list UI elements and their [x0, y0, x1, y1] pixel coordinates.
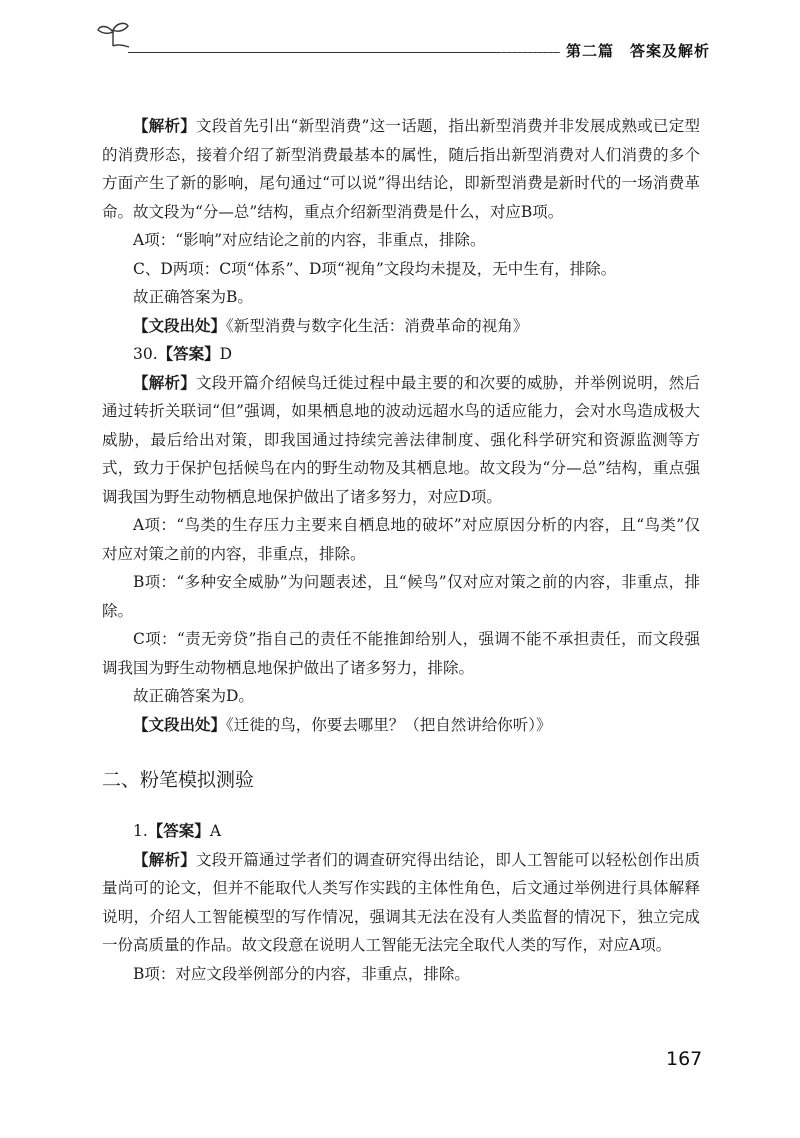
source-tag: 【文段出处】: [133, 316, 227, 335]
q29-analysis-text: 文段首先引出“新型消费”这一话题，指出新型消费并非发展成熟或已定型的消费形态，接着介绍了新型消费最基本的属性，随后指出新型消费对人们消费的多个方面产生了新的影响，尾句通过“可以说”得出结论，即新型消费是新时代的一场消费革命。故文段为“分—总”结构，重点介绍新型消费是什么，对应B项。: [102, 117, 700, 221]
answer-tag: 【答案】: [157, 345, 220, 363]
q30-source-text: 《迁徙的鸟，你要去哪里？（把自然讲给你听）》: [226, 715, 552, 734]
page-content: [102, 112, 700, 988]
analysis-tag: 【解析】: [133, 117, 196, 135]
q29-option-a: A项：“影响”对应结论之前的内容，非重点，排除。: [133, 231, 486, 249]
q30-analysis-text: 文段开篇介绍候鸟迁徙过程中最主要的和次要的威胁，并举例说明，然后通过转折关联词“但”强调，如果栖息地的波动远超水鸟的适应能力，会对水鸟造成极大威胁，最后给出对策，即我国通过持续完善法律制度、强化科学研究和资源监测等方式，致力于保护包括候鸟在内的野生动物及其栖息地。故文段为“分—总”结构，重点强调我国为野生动物栖息地保护做出了诸多努力，对应D项。: [102, 373, 700, 506]
q29-conclusion: 故正确答案为B。: [133, 288, 253, 306]
header-dash: [500, 52, 560, 53]
q1-analysis: [102, 846, 700, 960]
q30-source: [102, 711, 700, 740]
sprout-icon: [95, 20, 131, 48]
page-header: [0, 0, 800, 70]
q29-option-cd: C、D两项：C项“体系”、D项“视角”文段均未提及，无中生有，排除。: [133, 259, 617, 278]
q29-source-text: 《新型消费与数字化生活：消费革命的视角》: [226, 316, 529, 335]
q30-conclusion: 故正确答案为D。: [133, 687, 254, 705]
q30-number: 30.: [133, 345, 158, 363]
analysis-tag: 【解析】: [133, 373, 197, 392]
source-tag: 【文段出处】: [133, 715, 227, 734]
analysis-tag: 【解析】: [133, 850, 197, 869]
page-number: 167: [666, 1048, 703, 1070]
q29-analysis: [102, 112, 700, 226]
section-heading: 二、粉笔模拟测验: [102, 769, 255, 791]
q30-option-c: C项：“责无旁贷”指自己的责任不能推卸给别人，强调不能不承担责任，而文段强调我国为野生动物栖息地保护做出了诸多努力，排除。: [102, 630, 700, 677]
header-rule: [128, 52, 560, 53]
q30-answer: [102, 340, 700, 369]
q1-answer-value: A: [209, 822, 222, 840]
q30-option-b: B项：“多种安全威胁”为问题表述，且“候鸟”仅对应对策之前的内容，非重点，排除。: [102, 573, 700, 620]
q30-option-a: A项：“鸟类的生存压力主要来自栖息地的破坏”对应原因分析的内容，且“鸟类”仅对应对策之前的内容，非重点，排除。: [102, 516, 700, 563]
q1-analysis-text: 文段开篇通过学者们的调查研究得出结论，即人工智能可以轻松创作出质量尚可的论文，但并不能取代人类写作实践的主体性角色，后文通过举例进行具体解释说明，介绍人工智能模型的写作情况，强调其无法在没有人类监督的情况下，独立完成一份高质量的作品。故文段意在说明人工智能无法完全取代人类的写作，对应A项。: [102, 850, 700, 954]
answer-tag: 【答案】: [147, 822, 210, 840]
q1-number: 1.: [133, 822, 148, 840]
q30-analysis: [102, 369, 700, 512]
q1-option-b: B项：对应文段举例部分的内容，非重点，排除。: [133, 964, 470, 983]
q29-source: [102, 312, 700, 341]
q30-answer-value: D: [219, 345, 233, 363]
header-title: 第二篇 答案及解析: [566, 42, 711, 60]
q1-answer: [102, 817, 700, 846]
